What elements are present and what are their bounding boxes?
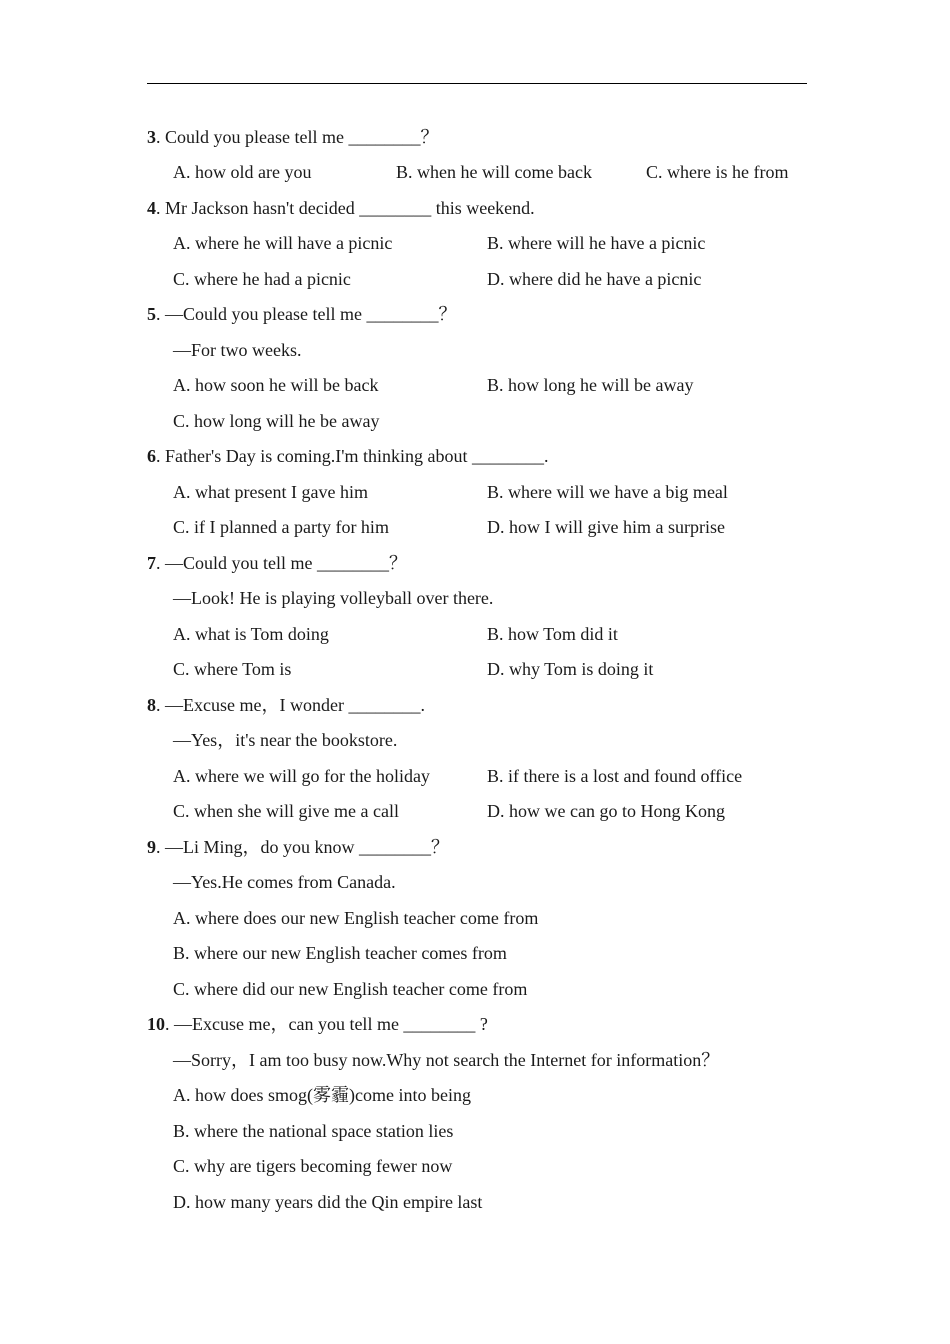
question-number: 7 <box>147 553 156 573</box>
reply-line: —Look! He is playing volleyball over there. <box>173 588 494 608</box>
question-number: 4 <box>147 198 156 218</box>
option-d: D. why Tom is doing it <box>487 659 654 679</box>
option-a: A. how soon he will be back <box>173 375 379 395</box>
question-7 <box>147 552 407 574</box>
option-b: B. how Tom did it <box>487 624 618 644</box>
option-a: A. what is Tom doing <box>173 624 329 644</box>
option-c: C. when she will give me a call <box>173 801 399 821</box>
reply-line: —Yes，it's near the bookstore. <box>173 730 398 750</box>
question-number: 9 <box>147 837 156 857</box>
question-number: 5 <box>147 304 156 324</box>
question-9 <box>147 836 449 858</box>
question-stem: . Could you please tell me ________？ <box>156 127 439 147</box>
option-d: D. where did he have a picnic <box>487 269 702 289</box>
option-c: C. why are tigers becoming fewer now <box>173 1156 453 1176</box>
option-a: A. where does our new English teacher come from <box>173 908 539 928</box>
question-stem: . —Could you please tell me ________？ <box>156 304 457 324</box>
option-c: C. where Tom is <box>173 659 292 679</box>
question-number: 8 <box>147 695 156 715</box>
option-b: B. where will we have a big meal <box>487 482 728 502</box>
question-number: 10 <box>147 1014 165 1034</box>
option-a: A. what present I gave him <box>173 482 368 502</box>
option-c: C. where he had a picnic <box>173 269 351 289</box>
option-d: D. how I will give him a surprise <box>487 517 725 537</box>
option-d: D. how we can go to Hong Kong <box>487 801 725 821</box>
option-b: B. where the national space station lies <box>173 1121 454 1141</box>
reply-line: —Yes.He comes from Canada. <box>173 872 396 892</box>
question-stem: . —Li Ming，do you know ________？ <box>156 837 450 857</box>
question-stem: . —Could you tell me ________？ <box>156 553 407 573</box>
header-rule <box>147 83 807 84</box>
question-5 <box>147 303 456 325</box>
question-stem: . —Excuse me，I wonder ________. <box>156 695 425 715</box>
reply-line: —For two weeks. <box>173 340 302 360</box>
option-c: C. where is he from <box>646 162 789 182</box>
question-stem: . Father's Day is coming.I'm thinking about ________. <box>156 446 549 466</box>
option-c: C. where did our new English teacher come from <box>173 979 528 999</box>
option-b: B. when he will come back <box>396 162 592 182</box>
reply-line: —Sorry，I am too busy now.Why not search the Internet for information？ <box>173 1050 720 1070</box>
question-4 <box>147 197 535 219</box>
question-3 <box>147 126 438 148</box>
question-stem: . —Excuse me，can you tell me ________ ? <box>165 1014 488 1034</box>
option-c: C. if I planned a party for him <box>173 517 389 537</box>
option-b: B. how long he will be away <box>487 375 694 395</box>
option-d: D. how many years did the Qin empire last <box>173 1192 483 1212</box>
question-8 <box>147 694 425 716</box>
option-b: B. if there is a lost and found office <box>487 766 743 786</box>
option-a: A. where we will go for the holiday <box>173 766 430 786</box>
option-b: B. where will he have a picnic <box>487 233 706 253</box>
question-stem: . Mr Jackson hasn't decided ________ this weekend. <box>156 198 535 218</box>
option-a: A. how old are you <box>173 162 312 182</box>
question-number: 3 <box>147 127 156 147</box>
option-c: C. how long will he be away <box>173 411 380 431</box>
option-a: A. where he will have a picnic <box>173 233 393 253</box>
question-6 <box>147 445 548 467</box>
option-a: A. how does smog(雾霾)come into being <box>173 1085 471 1105</box>
question-number: 6 <box>147 446 156 466</box>
question-10 <box>147 1013 488 1035</box>
option-b: B. where our new English teacher comes from <box>173 943 507 963</box>
